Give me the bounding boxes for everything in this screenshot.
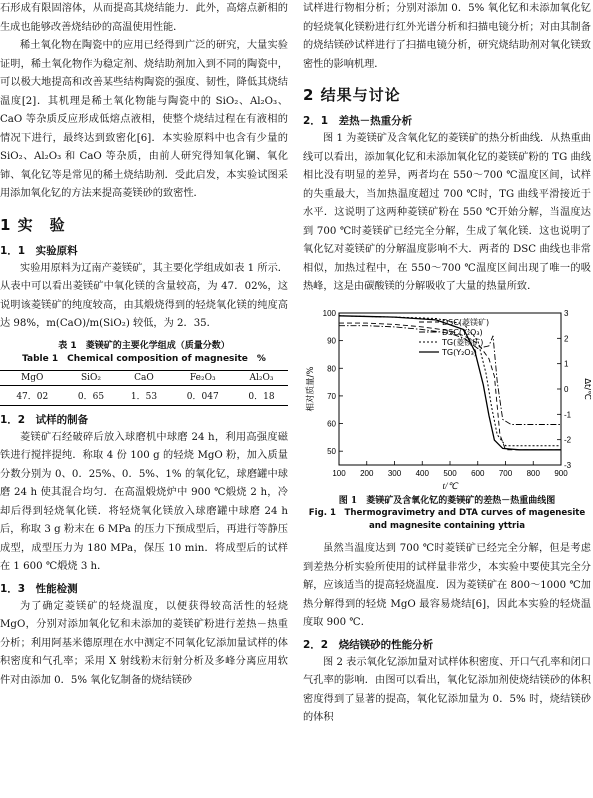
table-header-row — [0, 370, 288, 385]
x-tick-label: 900 — [554, 468, 568, 478]
paragraph-2-1b: 虽然当温度达到 700 ℃时菱镁矿已经完全分解，但是考虑到差热分析实验所使用的试样量非常少，本实验中要使其完全分解，应该适当的提高轻烧温度．因为菱镁矿在 800～1000 ℃加热分解得到的轻烧 MgO 最容易烧结[6]，因此本实验的轻烧温度取 900 ℃． — [303, 543, 591, 628]
table-1-caption-cn: 表 1 菱镁矿的主要化学组成（质量分数） — [58, 340, 230, 351]
section-2-heading: 2 结果与讨论 — [303, 86, 401, 104]
y-right-tick-label: 3 — [564, 308, 569, 318]
y-right-axis-label: Δt/℃ — [582, 377, 591, 400]
table-row — [0, 385, 288, 405]
x-tick-label: 700 — [498, 468, 513, 478]
legend-label: DSC(菱镁矿) — [442, 317, 490, 327]
intro-paragraph-continued: 石形成有限固溶体，从而提高其烧结能力．此外，高熔点新相的生成也能够改善烧结砂的高温使用性能． — [0, 3, 288, 33]
y-right-tick-label: 0 — [564, 384, 569, 394]
y-left-tick-label: 100 — [322, 308, 336, 318]
composition-table — [0, 370, 288, 406]
x-tick-label: 200 — [360, 468, 374, 478]
y-left-axis-label: 相对质量/% — [306, 366, 316, 411]
x-tick-label: 500 — [443, 468, 457, 478]
section-1-heading: 1 实 验 — [0, 215, 66, 234]
y-left-tick-label: 60 — [327, 419, 336, 429]
paragraph-1-3: 为了确定菱镁矿的轻烧温度，以便获得较高活性的轻烧 MgO，分别对添加氧化钇和未添加的菱镁矿粉进行差热－热重分析；利用阿基米德原理在水中测定不同氧化钇添加量试样的体积密度和气孔率；采用 X 射线粉末衍射分析及多峰分离应用软件对由添加 0．5% 氧化钇制备的烧结镁砂 — [0, 600, 288, 686]
paragraph-2-2: 图 2 表示氧化钇添加量对试样体积密度、开口气孔率和闭口气孔率的影响．由图可以看出，氧化钇添加剂使烧结镁砂的体积密度得到了显著的提高，氧化钇添加量为 0．5% 时，烧结镁砂的体积 — [303, 656, 591, 723]
y-right-tick-label: -1 — [564, 409, 572, 419]
x-tick-label: 600 — [471, 468, 485, 478]
figure-1-caption-cn: 图 1 菱镁矿及含氧化钇的菱镁矿的差热－热重曲线图 — [338, 495, 556, 506]
table-header: SiO₂ — [65, 370, 118, 385]
y-left-tick-label: 90 — [327, 336, 336, 346]
figure-1-caption-en: Fig. 1 Thermogravimetry and DTA curves of magenesite and magnesite containing yttria — [308, 508, 586, 531]
paragraph-1-2: 菱镁矿石经破碎后放入球磨机中球磨 24 h，利用高强度磁铁进行搅拌提纯．称取 4 份 100 g 的轻烧 MgO 粉，加入质量分数分别为 0、0．25%、0．5%、1% 的氧化钇，球磨罐中球磨 24 h 使其混合均匀．在高温煅烧炉中 900 ℃煅烧 2 h，冷却后得到轻烧氧化镁．将轻烧氧化镁放入球磨罐中球磨 24 h 后，称取 3 g 粉末在 6 MPa 的压力下预成型后，再进行等静压成型，成型压力为 180 MPa，保压 10 min．将成型后的试样在 1 600 ℃煅烧 3 h． — [0, 431, 288, 572]
y-left-tick-label: 70 — [327, 391, 336, 401]
table-header: MgO — [0, 370, 65, 385]
table-cell: 0．18 — [235, 385, 288, 405]
y-left-tick-label: 50 — [327, 446, 336, 456]
subsection-2-1-heading: 2．1 差热－热重分析 — [303, 115, 413, 127]
table-header: CaO — [118, 370, 171, 385]
intro-paragraph-2: 稀土氧化物在陶瓷中的应用已经得到广泛的研究，大量实验证明，稀土氧化物作为稳定剂、烧结助剂加入到不同的陶瓷中，可以极大地提高和改善某些结构陶瓷的强度、韧性，降低其烧结温度[2]．其机理是稀土氧化物能与陶瓷中的 SiO₂、Al₂O₃、CaO 等杂质反应形成低熔点液相，使整个烧结过程在有液相的情况下进行，最终达到致密化[6]．本实验原料中也含有少量的 SiO₂、Al₂O₃ 和 CaO 等杂质，由前人研究得知氧化镧、氧化铈、氧化钇等是常见的稀土烧结助剂．受此启发，本实验试图采用添加氧化钇的方法来提高菱镁砂的致密性． — [0, 40, 288, 199]
table-header: Fe₂O₃ — [170, 370, 235, 385]
table-1-caption — [0, 340, 288, 366]
x-tick-label: 300 — [387, 468, 402, 478]
subsection-1-3-heading: 1．3 性能检测 — [0, 582, 78, 595]
legend-label: TG(菱镁矿) — [442, 337, 484, 347]
right-column — [303, 0, 591, 728]
x-tick-label: 400 — [415, 468, 429, 478]
paragraph-top-continued: 试样进行物相分析；分别对添加 0．5% 氧化钇和未添加氧化钇的轻烧氧化镁粉进行红外光谱分析和扫描电镜分析；对由其制备的烧结镁砂试样进行了扫描电镜分析，研究烧结助剂对氧化镁致密性的影响机理． — [303, 3, 591, 70]
y-right-tick-label: 2 — [564, 333, 569, 343]
figure-1-caption — [303, 495, 591, 533]
subsection-2-2-heading: 2．2 烧结镁砂的性能分析 — [303, 638, 434, 651]
left-column — [0, 0, 288, 690]
table-cell: 0．047 — [170, 385, 235, 405]
legend-label: TG(Y₂O₃) — [442, 347, 477, 357]
x-axis-label: t/℃ — [442, 480, 458, 491]
subsection-1-2-heading: 1．2 试样的制备 — [0, 413, 89, 426]
x-tick-label: 800 — [526, 468, 540, 478]
y-right-tick-label: 1 — [564, 359, 569, 369]
table-header: Al₂O₃ — [235, 370, 288, 385]
figure-1 — [303, 305, 591, 495]
y-right-tick-label: -3 — [564, 460, 572, 470]
subsection-1-1-heading: 1．1 实验原料 — [0, 244, 78, 257]
y-right-tick-label: -2 — [564, 435, 572, 445]
x-tick-label: 100 — [332, 468, 346, 478]
y-left-tick-label: 80 — [327, 363, 336, 373]
table-cell: 47．02 — [0, 385, 65, 405]
table-cell: 0．65 — [65, 385, 118, 405]
table-1-caption-en: Table 1 Chemical composition of magnesite % — [22, 353, 266, 364]
tg-dsc-chart — [303, 305, 591, 495]
table-cell: 1．53 — [118, 385, 171, 405]
paragraph-2-1: 图 1 为菱镁矿及含氧化钇的菱镁矿的热分析曲线．从热重曲线可以看出，添加氧化钇和未添加氧化钇的菱镁矿粉的 TG 曲线相比没有明显的差异，两者均在 550～700 ℃温度区间，试样的失重最大，当加热温度超过 700 ℃时，TG 曲线平滑接近于水平．这说明了这两种菱镁矿粉在 550 ℃开始分解，当温度达到 700 ℃时菱镁矿已经完全分解，生成了氧化镁．这也说明了氧化钇对菱镁矿的分解温度影响不大．两者的 DSC 曲线也非常相似，加热过程中，在 550～700 ℃温度区间出现了唯一的吸热峰，这是由碳酸镁的分解吸收了大量的热量所致． — [303, 133, 591, 292]
paragraph-1-1: 实验用原料为辽南产菱镁矿，其主要化学组成如表 1 所示．从表中可以看出菱镁矿中氧化镁的含量较高，为 47．02%，这说明该菱镁矿的纯度较高，由其煅烧得到的轻烧氧化镁的纯度高达 98%，m(CaO)/m(SiO₂) 较低，为 2．35． — [0, 262, 288, 329]
legend-label: DSC(Y₂O₃) — [442, 327, 483, 337]
